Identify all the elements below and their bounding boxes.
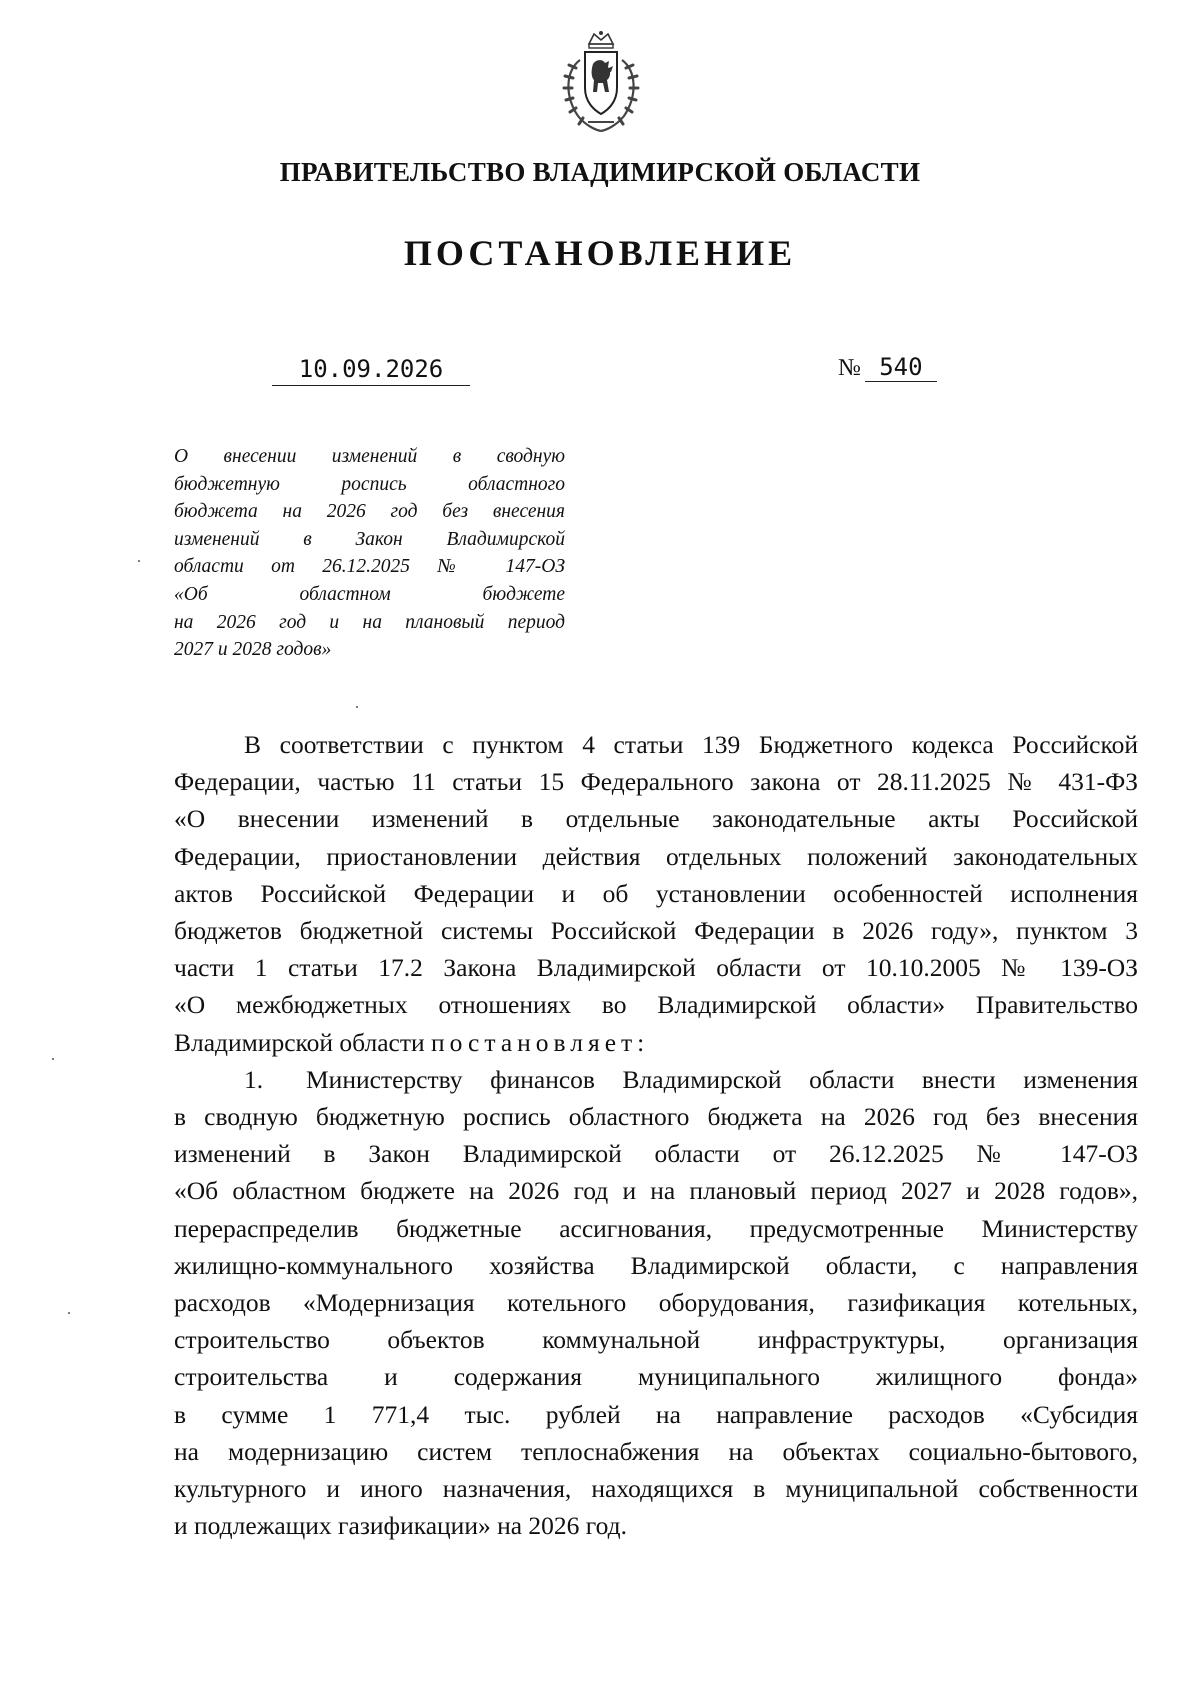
item-1-line: расходов «Модернизация котельного оборудования, газификация котельных, — [174, 1288, 1138, 1318]
item-1-line: строительства и содержания муниципального жилищного фонда» — [174, 1362, 1138, 1392]
subject-line: бюджетную роспись областного — [174, 473, 565, 495]
preamble-line: Федерации, частью 11 статьи 15 Федерального закона от 28.11.2025 № 431-ФЗ — [174, 767, 1138, 797]
document-number-value: 540 — [865, 353, 937, 382]
item-1-line: «Об областном бюджете на 2026 год и на плановый период 2027 и 2028 годов», — [174, 1176, 1138, 1206]
document-type-title: ПОСТАНОВЛЕНИЕ — [403, 233, 797, 273]
item-1-line: изменений в Закон Владимирской области от 26.12.2025 № 147-ОЗ — [174, 1139, 1138, 1169]
subject-line: изменений в Закон Владимирской — [174, 528, 565, 550]
document-number — [838, 353, 937, 382]
subject-line: «Об областном бюджете — [174, 583, 565, 605]
preamble-last-text: Владимирской области — [174, 1027, 425, 1057]
subject-line: области от 26.12.2025 № 147-ОЗ — [174, 556, 565, 578]
subject-block — [174, 443, 565, 664]
document-body — [174, 726, 1138, 1544]
preamble-line: бюджетов бюджетной системы Российской Федерации в 2026 году», пунктом 3 — [174, 916, 1138, 946]
preamble-line: В соответствии с пунктом 4 статьи 139 Бюджетного кодекса Российской — [244, 730, 1138, 759]
item-1-line: на модернизацию систем теплоснабжения на объектах социально-бытового, — [174, 1436, 1138, 1466]
preamble-line: части 1 статьи 17.2 Закона Владимирской области от 10.10.2005 № 139-ОЗ — [174, 953, 1138, 983]
item-1-line: строительство объектов коммунальной инфраструктуры, организация — [174, 1325, 1138, 1355]
item-1-line: жилищно-коммунального хозяйства Владимирской области, с направления — [174, 1250, 1138, 1280]
preamble-line: актов Российской Федерации и об установлении особенностей исполнения — [174, 878, 1138, 908]
preamble-line: «О межбюджетных отношениях во Владимирской области» Правительство — [174, 990, 1138, 1020]
document-date: 10.09.2026 — [272, 355, 470, 386]
resolution-verb: постановляет: — [431, 1027, 650, 1057]
coat-of-arms-emblem — [556, 30, 646, 135]
scan-speck — [356, 706, 358, 708]
item-1-line: в сводную бюджетную роспись областного бюджета на 2026 год без внесения — [174, 1102, 1138, 1132]
number-sign: № — [838, 355, 861, 381]
item-1-line: перераспределив бюджетные ассигнования, предусмотренные Министерству — [174, 1213, 1138, 1243]
scan-speck — [68, 1312, 70, 1314]
subject-line: 2027 и 2028 годов» — [174, 639, 332, 661]
item-1-first-text: Министерству финансов Владимирской области внести изменения — [306, 1064, 1138, 1094]
scan-speck — [138, 560, 140, 562]
item-1-first-line — [174, 1061, 1138, 1098]
preamble-line: Федерации, приостановлении действия отдельных положений законодательных — [174, 841, 1138, 871]
preamble-last-line — [174, 1024, 1138, 1061]
subject-line: на 2026 год и на плановый период — [174, 611, 565, 633]
scan-speck — [52, 1058, 54, 1060]
government-title: ПРАВИТЕЛЬСТВО ВЛАДИМИРСКОЙ ОБЛАСТИ — [279, 157, 921, 187]
item-1-line: культурного и иного назначения, находящихся в муниципальной собственности — [174, 1474, 1138, 1504]
subject-line: бюджета на 2026 год без внесения — [174, 501, 565, 523]
preamble-line: «О внесении изменений в отдельные законодательные акты Российской — [174, 804, 1138, 834]
item-1-number: 1. — [244, 1064, 264, 1094]
item-1-line: в сумме 1 771,4 тыс. рублей на направление расходов «Субсидия — [174, 1399, 1138, 1429]
item-1-last-line: и подлежащих газификации» на 2026 год. — [174, 1511, 627, 1541]
subject-line: О внесении изменений в сводную — [174, 446, 565, 467]
